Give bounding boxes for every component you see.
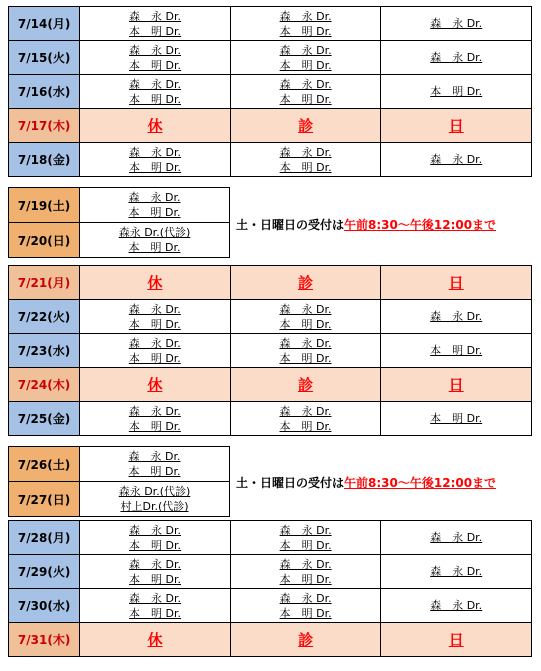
doctor-name: 本 明 Dr.: [128, 351, 181, 365]
doctor-cell-ev: [381, 75, 532, 109]
notice-hours: 午前8:30～午後12:00まで: [344, 218, 497, 232]
closed-day-cell: [381, 623, 532, 657]
date-cell: 7/18(金): [9, 143, 80, 177]
doctor-name: 本 明 Dr.: [129, 92, 182, 106]
doctor-name: 村上Dr.(代診): [120, 500, 189, 513]
schedule-row: [9, 41, 532, 75]
closed-day-cell: [381, 368, 532, 402]
doctor-name: 森 永 Dr.: [129, 557, 182, 571]
doctor-cell-ev: [381, 300, 532, 334]
closed-char: 診: [297, 274, 313, 292]
doctor-cell-pm: [230, 7, 381, 41]
doctor-name: 本 明 Dr.: [129, 572, 182, 586]
notice-hours: 午前8:30～午後12:00まで: [344, 476, 497, 490]
schedule-row: [9, 300, 532, 334]
weekend-notice-2: [236, 474, 496, 491]
doctor-name: 本 明 Dr.: [129, 160, 182, 174]
notice-prefix: 土・日曜日の受付は: [236, 476, 345, 490]
schedule-row: [9, 589, 532, 623]
doctor-name: 森永 Dr.(代診): [118, 485, 191, 498]
schedule-row: [9, 334, 532, 368]
doctor-name: 森永 Dr.(代診): [118, 226, 191, 239]
doctor-cell-am: [80, 41, 231, 75]
closed-char: 日: [448, 274, 464, 292]
doctor-name: 森 永 Dr.: [129, 9, 182, 23]
closed-day-cell: [230, 368, 381, 402]
schedule-row: [9, 75, 532, 109]
date-cell: 7/25(金): [9, 402, 80, 436]
doctor-name: 本 明 Dr.: [279, 317, 332, 331]
doctor-name: 本 明 Dr.: [279, 419, 332, 433]
doctor-cell-am: [80, 402, 231, 436]
doctor-cell-pm: [230, 589, 381, 623]
doctor-cell-ev: [381, 7, 532, 41]
doctor-name: 本 明 Dr.: [279, 606, 332, 620]
doctor-name: 森 永 Dr.: [279, 336, 332, 350]
doctor-name: 本 明 Dr.: [128, 206, 181, 219]
schedule-row: [9, 521, 532, 555]
date-cell: 7/15(火): [9, 41, 80, 75]
doctor-name: 森 永 Dr.: [129, 77, 182, 91]
doctor-name: 本 明 Dr.: [279, 351, 332, 365]
doctor-name: 本 明 Dr.: [128, 419, 181, 433]
doctor-cell-am: [80, 555, 231, 589]
date-cell: 7/17(木): [9, 109, 80, 143]
date-cell: 7/27(日): [9, 482, 80, 517]
date-cell: 7/26(土): [9, 447, 80, 482]
doctor-name: 森 永 Dr.: [279, 145, 332, 159]
schedule-week-1: [8, 6, 532, 177]
doctor-name: 森 永 Dr.: [430, 153, 483, 166]
schedule-row: [9, 368, 532, 402]
doctor-name: 本 明 Dr.: [129, 538, 182, 552]
closed-day-cell: [80, 623, 231, 657]
doctor-name: 本 明 Dr.: [128, 241, 181, 254]
doctor-name: 森 永 Dr.: [129, 523, 182, 537]
doctor-cell-pm: [230, 334, 381, 368]
doctor-name: 本 明 Dr.: [279, 572, 332, 586]
closed-char: 休: [147, 274, 163, 292]
doctor-name: 本 明 Dr.: [279, 58, 332, 72]
doctor-name: 森 永 Dr.: [128, 450, 181, 463]
doctor-cell-ev: [381, 521, 532, 555]
schedule-row: [9, 266, 532, 300]
weekend-table-1: [8, 187, 230, 258]
date-cell: 7/31(木): [9, 623, 80, 657]
date-cell: 7/30(水): [9, 589, 80, 623]
closed-char: 休: [147, 376, 163, 394]
date-cell: 7/28(月): [9, 521, 80, 555]
doctor-cell: [80, 223, 230, 258]
closed-day-cell: [381, 266, 532, 300]
doctor-name: 本 明 Dr.: [430, 85, 483, 98]
closed-day-cell: [381, 109, 532, 143]
closed-char: 休: [147, 631, 163, 649]
date-cell: 7/24(木): [9, 368, 80, 402]
doctor-name: 本 明 Dr.: [128, 317, 181, 331]
doctor-cell-pm: [230, 300, 381, 334]
doctor-name: 森 永 Dr.: [128, 336, 181, 350]
doctor-name: 森 永 Dr.: [430, 565, 483, 578]
doctor-name: 森 永 Dr.: [128, 191, 181, 204]
doctor-name: 森 永 Dr.: [128, 302, 181, 316]
doctor-name: 森 永 Dr.: [279, 557, 332, 571]
weekend-table-2: [8, 446, 230, 517]
date-cell: 7/20(日): [9, 223, 80, 258]
doctor-cell-pm: [230, 402, 381, 436]
doctor-name: 森 永 Dr.: [129, 43, 182, 57]
doctor-name: 本 明 Dr.: [129, 606, 182, 620]
doctor-cell-ev: [381, 402, 532, 436]
closed-day-cell: [230, 623, 381, 657]
doctor-cell-am: [80, 7, 231, 41]
closed-char: 休: [147, 117, 163, 135]
doctor-name: 本 明 Dr.: [128, 465, 181, 478]
doctor-name: 本 明 Dr.: [279, 24, 332, 38]
doctor-cell: [80, 188, 230, 223]
doctor-cell-am: [80, 300, 231, 334]
closed-char: 日: [448, 117, 464, 135]
doctor-cell-pm: [230, 75, 381, 109]
week-body: [9, 7, 532, 177]
doctor-cell-ev: [381, 555, 532, 589]
doctor-cell: [80, 482, 230, 517]
doctor-name: 本 明 Dr.: [279, 538, 332, 552]
schedule-week-3: [8, 520, 532, 657]
weekend-row: [9, 188, 230, 223]
week-body: [9, 266, 532, 436]
doctor-name: 森 永 Dr.: [430, 599, 483, 612]
doctor-name: 森 永 Dr.: [279, 591, 332, 605]
weekend-row: [9, 482, 230, 517]
doctor-cell: [80, 447, 230, 482]
date-cell: 7/14(月): [9, 7, 80, 41]
doctor-name: 森 永 Dr.: [430, 17, 483, 30]
doctor-name: 森 永 Dr.: [430, 310, 483, 323]
doctor-name: 本 明 Dr.: [129, 24, 182, 38]
doctor-name: 本 明 Dr.: [430, 412, 483, 425]
date-cell: 7/29(火): [9, 555, 80, 589]
schedule-row: [9, 555, 532, 589]
closed-day-cell: [80, 266, 231, 300]
doctor-name: 本 明 Dr.: [129, 58, 182, 72]
doctor-cell-am: [80, 143, 231, 177]
closed-day-cell: [230, 266, 381, 300]
doctor-cell-pm: [230, 143, 381, 177]
doctor-cell-ev: [381, 334, 532, 368]
doctor-name: 森 永 Dr.: [430, 51, 483, 64]
date-cell: 7/19(土): [9, 188, 80, 223]
closed-char: 診: [298, 117, 314, 135]
doctor-name: 森 永 Dr.: [430, 531, 483, 544]
weekend-notice-1: [236, 216, 496, 233]
doctor-cell-am: [80, 334, 231, 368]
weekend-row: [9, 223, 230, 258]
date-cell: 7/23(水): [9, 334, 80, 368]
closed-char: 日: [448, 631, 464, 649]
doctor-name: 本 明 Dr.: [430, 344, 483, 357]
doctor-name: 森 永 Dr.: [129, 145, 182, 159]
doctor-name: 森 永 Dr.: [128, 404, 181, 418]
doctor-name: 森 永 Dr.: [279, 404, 332, 418]
doctor-name: 本 明 Dr.: [279, 160, 332, 174]
closed-char: 診: [298, 631, 314, 649]
schedule-row: [9, 143, 532, 177]
closed-day-cell: [80, 368, 231, 402]
doctor-name: 森 永 Dr.: [279, 43, 332, 57]
doctor-name: 森 永 Dr.: [279, 9, 332, 23]
closed-char: 診: [297, 376, 313, 394]
weekend-body: [9, 188, 230, 258]
doctor-cell-am: [80, 589, 231, 623]
closed-char: 日: [448, 376, 464, 394]
doctor-cell-ev: [381, 589, 532, 623]
doctor-cell-am: [80, 75, 231, 109]
date-cell: 7/16(水): [9, 75, 80, 109]
date-cell: 7/21(月): [9, 266, 80, 300]
doctor-name: 本 明 Dr.: [279, 92, 332, 106]
doctor-cell-ev: [381, 41, 532, 75]
date-cell: 7/22(火): [9, 300, 80, 334]
schedule-row: [9, 623, 532, 657]
closed-day-cell: [230, 109, 381, 143]
schedule-row: [9, 402, 532, 436]
doctor-name: 森 永 Dr.: [279, 523, 332, 537]
doctor-cell-am: [80, 521, 231, 555]
schedule-row: [9, 109, 532, 143]
closed-day-cell: [80, 109, 231, 143]
schedule-week-2: [8, 265, 532, 436]
doctor-name: 森 永 Dr.: [129, 591, 182, 605]
doctor-cell-ev: [381, 143, 532, 177]
notice-prefix: 土・日曜日の受付は: [236, 218, 345, 232]
week-body: [9, 521, 532, 657]
weekend-row: [9, 447, 230, 482]
doctor-cell-pm: [230, 521, 381, 555]
doctor-name: 森 永 Dr.: [279, 302, 332, 316]
doctor-cell-pm: [230, 555, 381, 589]
weekend-body: [9, 447, 230, 517]
schedule-row: [9, 7, 532, 41]
doctor-cell-pm: [230, 41, 381, 75]
doctor-name: 森 永 Dr.: [279, 77, 332, 91]
